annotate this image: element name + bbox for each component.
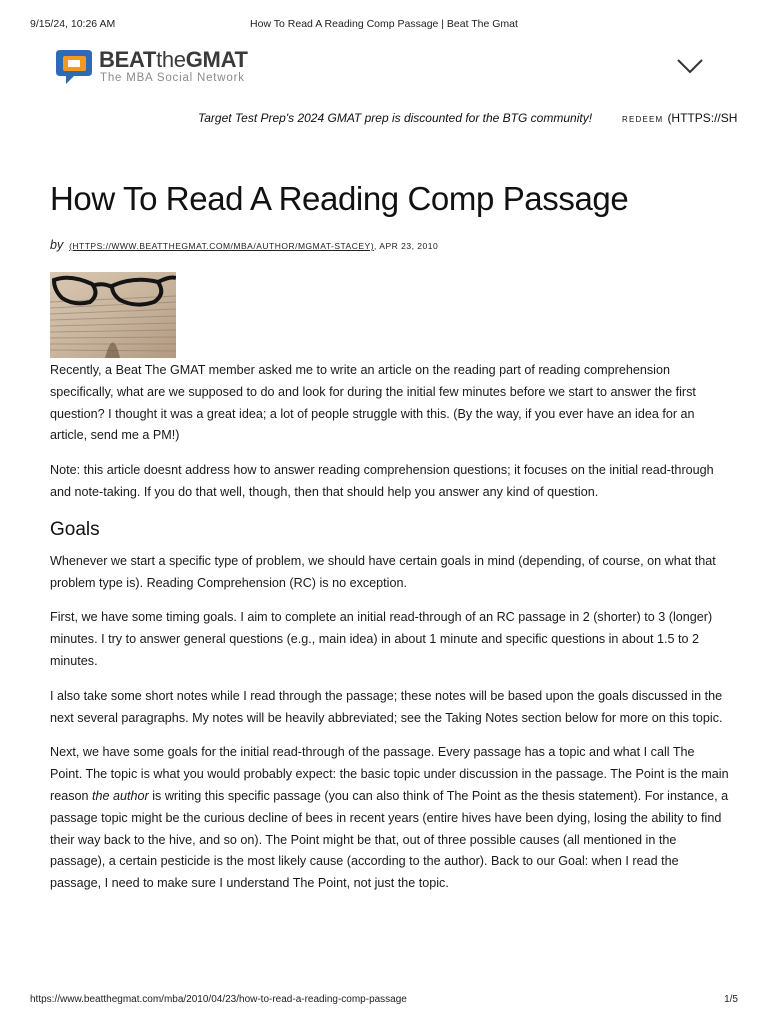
author-link[interactable]: (HTTPS://WWW.BEATTHEGMAT.COM/MBA/AUTHOR/MGMAT-STACEY): [69, 241, 375, 251]
logo-tagline: The MBA Social Network: [100, 72, 245, 84]
print-header: [30, 18, 738, 32]
logo-wordmark: BEATtheGMAT: [99, 47, 248, 72]
page-number: 1/5: [724, 994, 738, 1005]
paragraph: Next, we have some goals for the initial read-through of the passage. Every passage has a topic and what I call The Point. The topic is what you would probably expect: the basic topic under discussion in the passage. The Point is the main reason the author is writing this specific passage (you can also think of The Point as the thesis statement). For instance, a passage topic might be the curious decline of bees in recent years (entire hives have been dying, losing the ability to find their way back to the hive, and so on). The Point might be that, out of three possible causes (all mentioned in the passage), a certain pesticide is the most likely cause (according to the author). Back to our Goal: when I read the passage, I need to make sure I understand The Point, not just the topic.: [50, 745, 729, 891]
promo-banner: [0, 110, 768, 130]
byline-by: by: [50, 238, 64, 252]
print-timestamp: 9/15/24, 10:26 AM: [30, 18, 116, 30]
redeem-link[interactable]: REDEEM (HTTPS://SH: [622, 111, 738, 125]
glasses-on-book-photo: [50, 272, 176, 358]
print-footer: [30, 994, 738, 1008]
chevron-down-icon: [675, 56, 705, 76]
promo-message: Target Test Prep's 2024 GMAT prep is discounted for the BTG community!: [198, 111, 593, 125]
article-body: [50, 360, 730, 908]
paragraph: First, we have some timing goals. I aim to complete an initial read-through of an RC passage in 2 (shorter) to 3 (longer) minutes. I try to answer general questions (e.g., main idea) in about 1 minute and specific questions in about 1.5 to 2 minutes.: [50, 610, 713, 668]
site-logo[interactable]: [54, 46, 314, 88]
print-url: https://www.beatthegmat.com/mba/2010/04/23/how-to-read-a-reading-comp-passage: [30, 994, 407, 1005]
article-byline: [50, 238, 438, 252]
paragraph: Note: this article doesnt address how to answer reading comprehension questions; it focuses on the initial read-through and note-taking. If you do that well, though, then that should help you answer any kind of question.: [50, 463, 714, 499]
publish-date: , APR 23, 2010: [374, 241, 439, 251]
paragraph: I also take some short notes while I read through the passage; these notes will be based upon the goals discussed in the next several paragraphs. My notes will be heavily abbreviated; see the Taking Notes section below for more on this topic.: [50, 688, 723, 725]
section-heading-goals: Goals: [50, 518, 100, 540]
print-page-title: How To Read A Reading Comp Passage | Beat The Gmat: [250, 18, 518, 30]
hero-image: [50, 272, 176, 358]
article-title: How To Read A Reading Comp Passage: [50, 180, 629, 217]
menu-toggle-button[interactable]: [675, 56, 705, 76]
emphasis-text: the author: [92, 788, 149, 803]
speech-bubble-logo-icon: [54, 46, 96, 88]
paragraph: Recently, a Beat The GMAT member asked me to write an article on the reading part of reading comprehension specifically, what are we supposed to do and look for during the initial few minutes before we start to answer the first question? I thought it was a great idea; a lot of people struggle with this. (By the way, if you ever have an idea for an article, send me a PM!): [50, 363, 696, 443]
paragraph: Whenever we start a specific type of problem, we should have certain goals in mind (depending, of course, on what that problem type is). Reading Comprehension (RC) is no exception.: [50, 553, 716, 590]
